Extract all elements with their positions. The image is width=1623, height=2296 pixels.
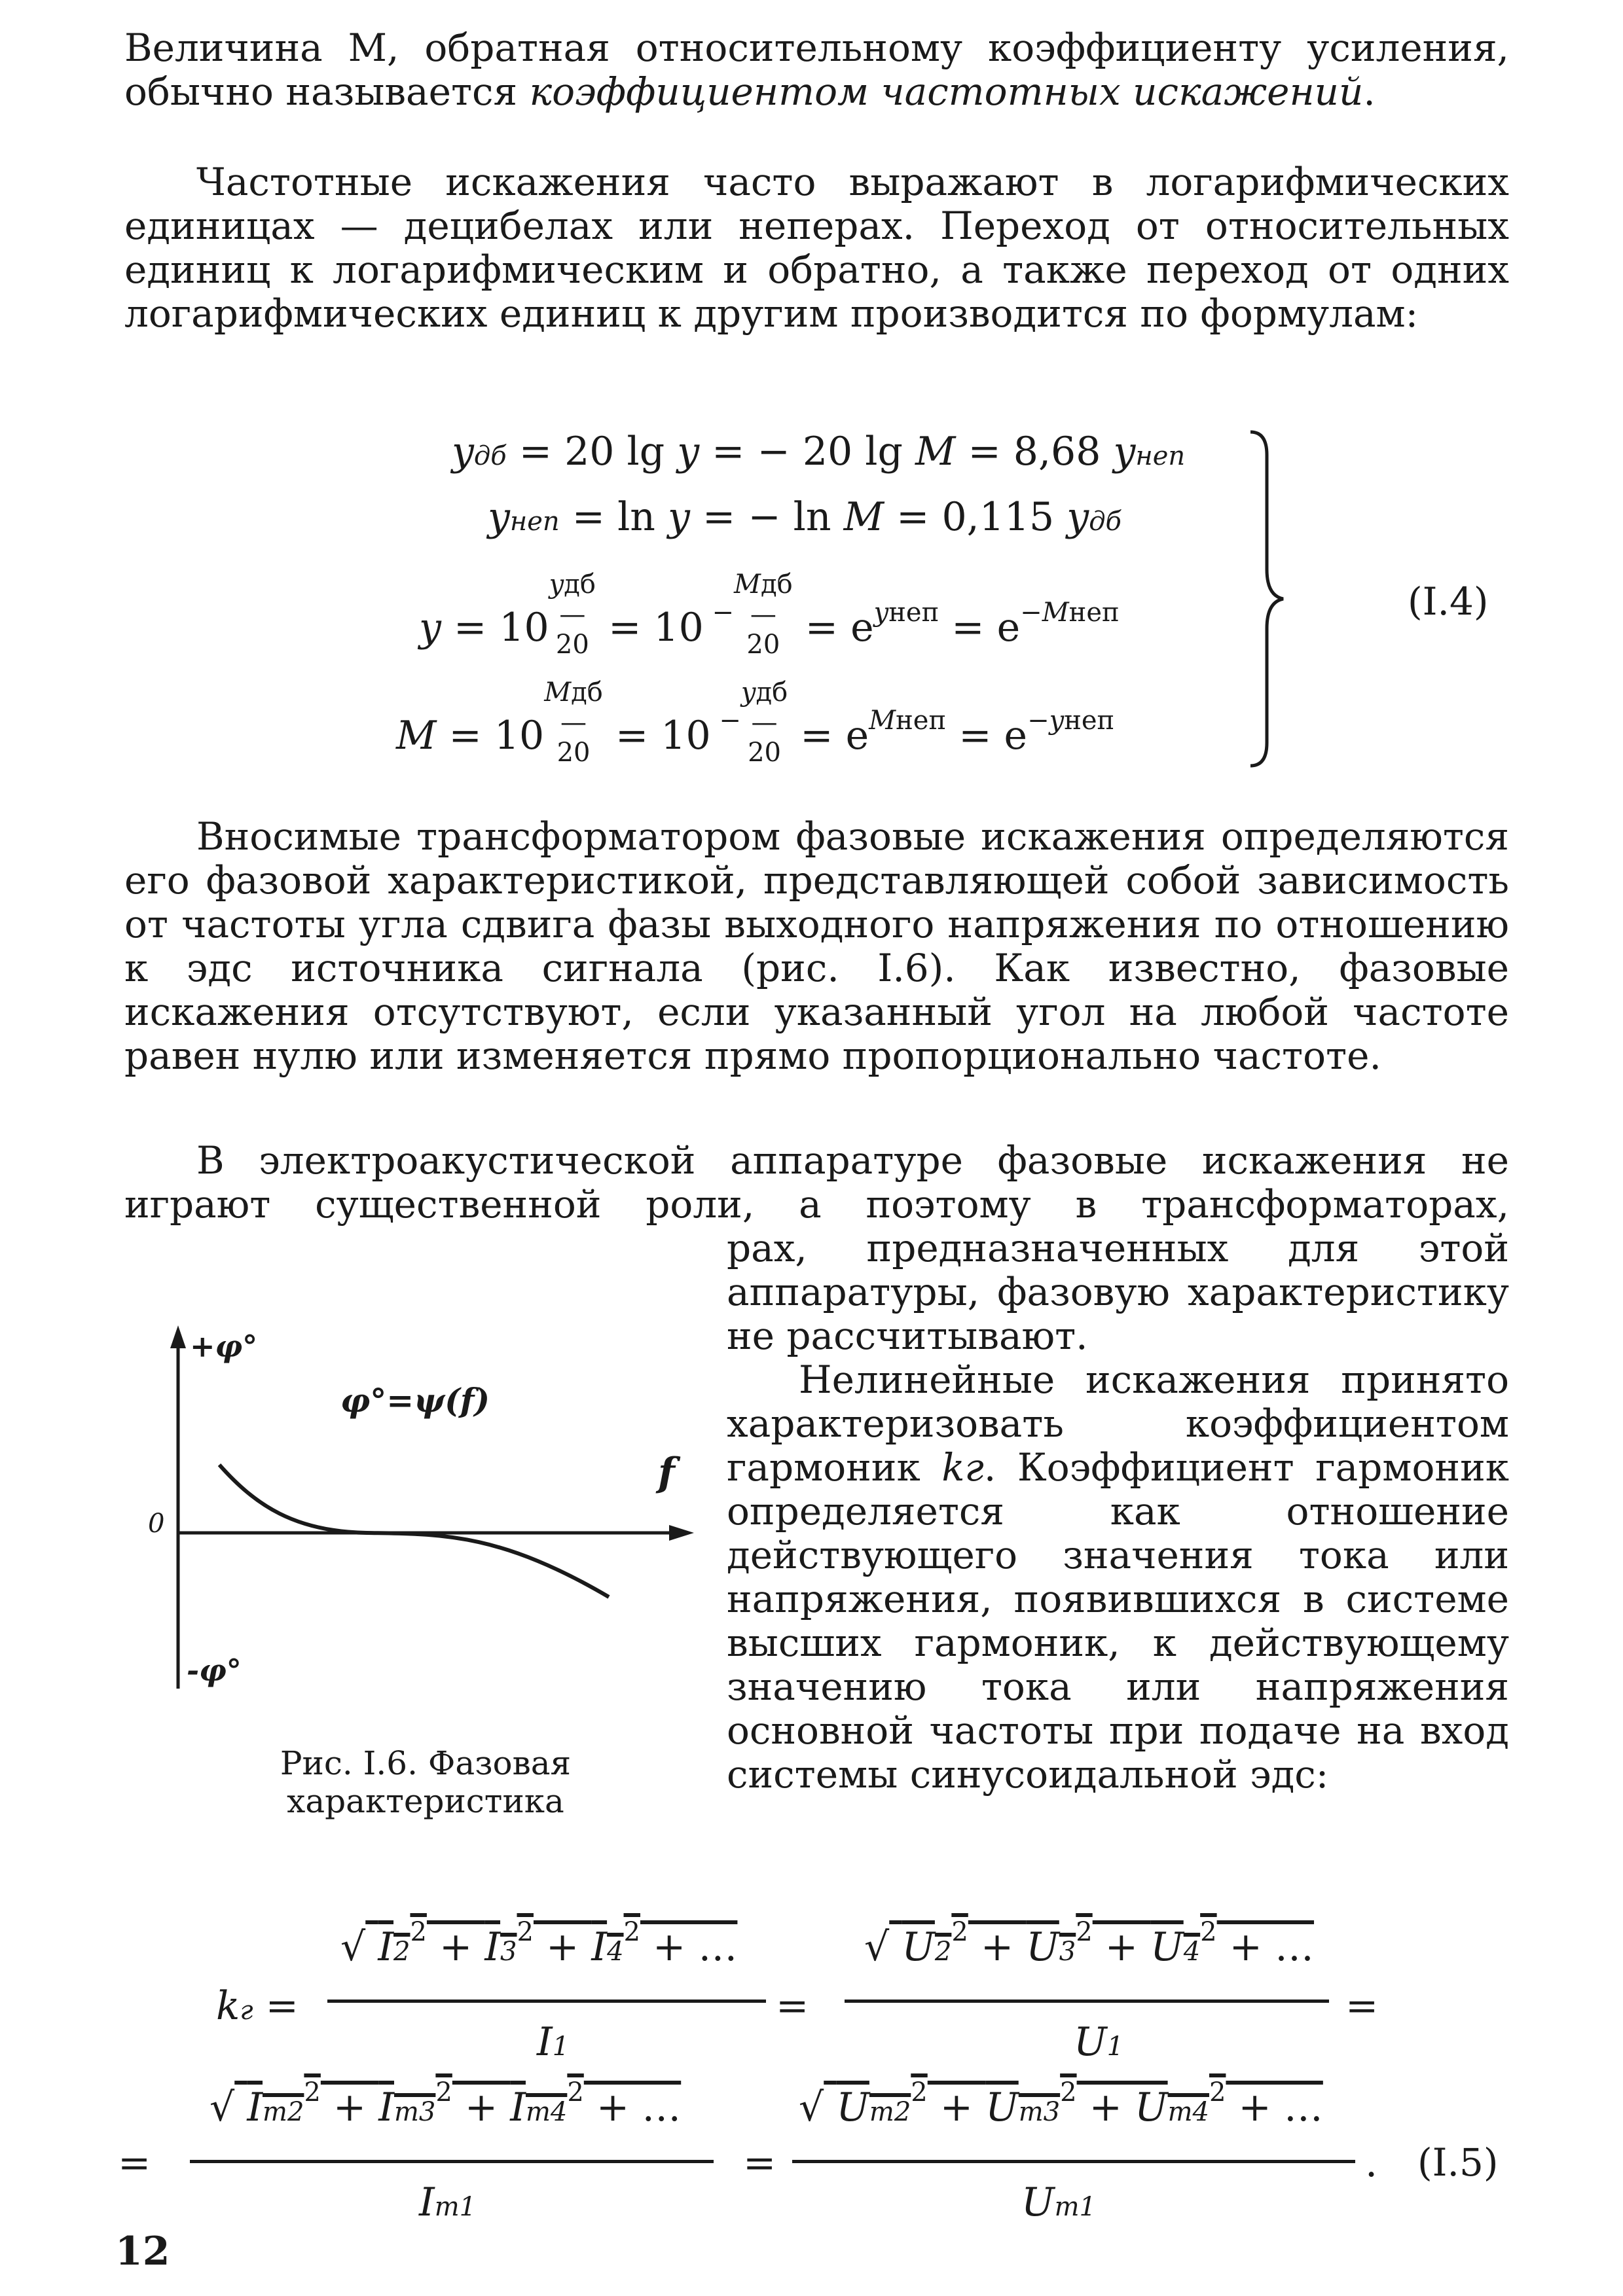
eq15-equals-4: =	[743, 2140, 776, 2186]
right-column-text	[727, 1227, 1509, 1797]
eq14-line-2: yнеп = ln y = − ln M = 0,115 yдб	[488, 494, 1122, 540]
eq15-equals-1: =	[776, 1983, 809, 2029]
y-negative-label: -φ°	[187, 1653, 242, 1688]
eq15-frac2-num: √ $U2^2 + U3^2 + U4^2$ + …	[864, 1917, 1315, 1970]
paragraph-2	[124, 160, 1509, 336]
y-positive-label: +φ°	[190, 1329, 258, 1364]
paragraph-3	[124, 815, 1509, 1078]
phase-curve	[219, 1465, 609, 1597]
eq15-frac1-bar	[327, 2000, 766, 2003]
paragraph-2-text: Частотные искажения часто выражают в логарифмических единицах — децибелах или неперах. Переход от относительных единиц к логарифмическим и обратно, а также переход от одних логарифмических единиц к другим производится по формулам:	[124, 160, 1509, 336]
paragraph-1	[124, 26, 1509, 114]
paragraph-5-symbol: kг	[941, 1445, 984, 1490]
eq14-line-3: $y = 10^{yдб — 20} = 10$ $^{-Mдб — 20} = e^{yнеп} = e^{-Mнеп}$	[419, 569, 1120, 660]
eq15-number: (I.5)	[1417, 2140, 1499, 2185]
eq15-frac3-den: Im1	[419, 2179, 477, 2225]
eq14-line-1: yдб = 20 lg y = − 20 lg M = 8,68 yнеп	[452, 429, 1186, 475]
zero-label: 0	[148, 1509, 165, 1539]
eq15-frac3-num: √ $Im2^2 + Im3^2 + Im4^2$ + …	[210, 2077, 682, 2130]
x-axis-label: f	[658, 1450, 675, 1496]
x-axis-arrow	[669, 1525, 694, 1541]
eq15-frac3-bar	[190, 2160, 714, 2163]
eq14-number: (I.4)	[1408, 579, 1489, 624]
formula-label: φ°=ψ(f)	[340, 1381, 490, 1420]
paragraph-1-text: Величина M, обратная относительному коэффициенту усиления, обычно называется	[124, 26, 1509, 114]
y-axis-arrow	[170, 1325, 186, 1348]
eq15-frac1-den: I1	[537, 2019, 570, 2065]
paragraph-1-end: .	[1363, 69, 1376, 114]
eq15-lhs: kг =	[216, 1983, 299, 2029]
eq15-frac2-bar	[845, 2000, 1329, 2003]
paragraph-4-continuation: рах, предназначенных для этой аппаратуры, фазовую характеристику не рассчитывают.	[727, 1226, 1509, 1358]
phase-characteristic-plot	[131, 1322, 707, 1702]
paragraph-4	[124, 1139, 1509, 1227]
paragraph-1-emphasis: коэффициентом частотных искажений	[529, 69, 1364, 114]
eq15-frac1-num: √ $I2^2 + I3^2 + I4^2$ + …	[340, 1917, 738, 1970]
figure-caption: Рис. I.6. Фазовая характеристика	[280, 1744, 572, 1820]
eq14-brace	[1247, 429, 1286, 769]
paragraph-5	[727, 1358, 1509, 1797]
eq15-equals-3: =	[118, 2140, 151, 2186]
paragraph-5-text: Нелинейные искажения принято характеризовать коэффициентом гармоник	[727, 1357, 1509, 1490]
paragraph-3-text: Вносимые трансформатором фазовые искажения определяются его фазовой характеристикой, представляющей собой зависимость от частоты угла сдвига фазы выходного напряжения по отношению к эдс источника сигнала (рис. I.6). Как известно, фазовые искажения отсутствуют, если указанный угол на любой частоте равен нулю или изменяется прямо пропорционально частоте.	[124, 814, 1509, 1078]
paragraph-5-rest: . Коэффициент гармоник определяется как отношение действующего значения тока или напряжения, появившихся в системе высших гармоник, к действующему значению тока или напряжения основной частоты при подаче на вход системы синусоидальной эдс:	[727, 1445, 1509, 1797]
paragraph-4-text: В электроакустической аппаратуре фазовые искажения не играют существенной роли, а поэтому в трансформаторах,	[124, 1139, 1509, 1227]
eq14-line-4: $M = 10^{Mдб — 20} = 10$ $^{-yдб — 20} = e^{Mнеп} = e^{-yнеп}$	[396, 677, 1115, 768]
eq15-frac4-num: √ $Um2^2 + Um3^2 + Um4^2$ + …	[799, 2077, 1323, 2130]
page-number: 12	[115, 2229, 170, 2274]
eq15-period: .	[1365, 2140, 1378, 2186]
eq15-frac4-den: Um1	[1021, 2179, 1096, 2225]
eq15-frac2-den: U1	[1074, 2019, 1124, 2065]
eq15-frac4-bar	[792, 2160, 1355, 2163]
eq15-equals-2: =	[1345, 1983, 1379, 2029]
